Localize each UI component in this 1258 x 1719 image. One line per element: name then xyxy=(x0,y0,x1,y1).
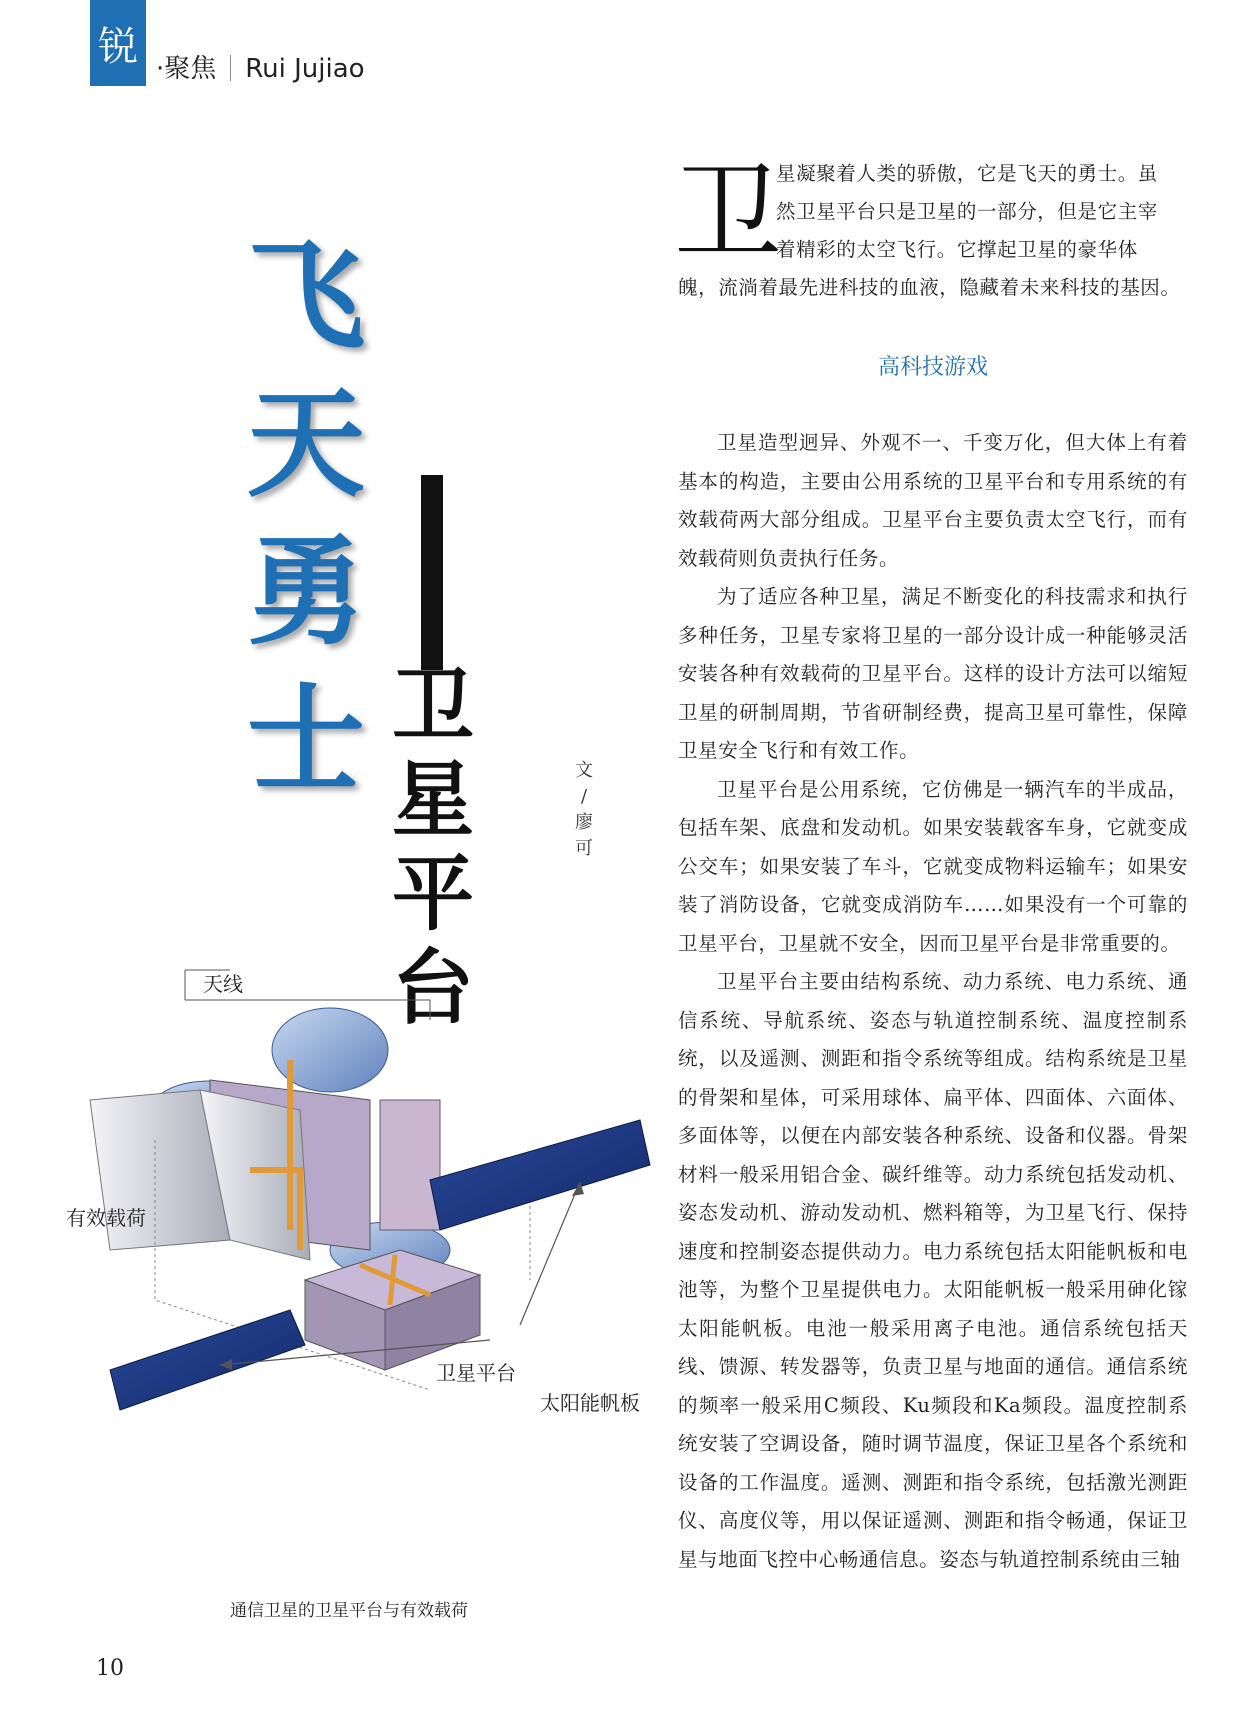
subtitle-char: 卫 xyxy=(392,659,475,754)
figure-caption: 通信卫星的卫星平台与有效载荷 xyxy=(230,1601,468,1621)
title-char: 飞 xyxy=(246,227,365,365)
title-char: 勇 xyxy=(246,523,365,661)
title-char: 天 xyxy=(246,375,365,513)
label-payload: 有效载荷 xyxy=(66,1206,146,1230)
title-dash xyxy=(421,475,443,670)
section-name: ·聚焦 xyxy=(156,54,217,84)
intro-line: 着精彩的太空飞行。它撑起卫星的豪华体 xyxy=(776,238,1138,261)
intro-line: 然卫星平台只是卫星的一部分，但是它主宰 xyxy=(776,200,1158,223)
author-char: 廖 xyxy=(575,812,593,833)
section-pinyin: Rui Jujiao xyxy=(245,54,365,84)
subtitle-char: 平 xyxy=(392,847,475,942)
solar-panel xyxy=(430,1120,650,1230)
page-number: 10 xyxy=(96,1656,124,1681)
section-header xyxy=(156,48,365,85)
body-paragraph: 卫星平台是公用系统，它仿佛是一辆汽车的半成品，包括车架、底盘和发动机。如果安装载客车身，它就变成公交车；如果安装了车斗，它就变成物料运输车；如果安装了消防设备，它就变成消防车……如果没有一个可靠的卫星平台，卫星就不安全，因而卫星平台是非常重要的。 xyxy=(678,777,1188,955)
section-char: 锐 xyxy=(98,24,138,70)
intro-line: 星凝聚着人类的骄傲，它是飞天的勇士。虽 xyxy=(776,162,1158,185)
label-solar-panel: 太阳能帆板 xyxy=(540,1391,640,1415)
article-title xyxy=(226,222,386,814)
article-body xyxy=(678,424,1188,1579)
intro-line: 魄，流淌着最先进科技的血液，隐藏着未来科技的基因。 xyxy=(678,276,1181,299)
payload-side-panel xyxy=(380,1100,440,1230)
title-char: 士 xyxy=(246,671,365,809)
subtitle-char: 星 xyxy=(392,753,475,848)
satellite-figure xyxy=(60,950,700,1540)
body-paragraph: 卫星平台主要由结构系统、动力系统、电力系统、通信系统、导航系统、姿态与轨道控制系统、温度控制系统，以及遥测、测距和指令系统等组成。结构系统是卫星的骨架和星体，可采用球体、扁平体、四面体、六面体、多面体等，以便在内部安装各种系统、设备和仪器。骨架材料一般采用铝合金、碳纤维等。动力系统包括发动机、姿态发动机、游动发动机、燃料箱等，为卫星飞行、保持速度和控制姿态提供动力。电力系统包括太阳能帆板和电池等，为整个卫星提供电力。太阳能帆板一般采用砷化镓太阳能帆板。电池一般采用离子电池。通信系统包括天线、馈源、转发器等，负责卫星与地面的通信。通信系统的频率一般采用C频段、Ku频段和Ka频段。温度控制系统安装了空调设备，随时调节温度，保证卫星各个系统和设备的工作温度。遥测、测距和指令系统，包括激光测距仪、高度仪等，用以保证遥测、测距和指令畅通，保证卫星与地面飞控中心畅通信息。姿态与轨道控制系统由三轴 xyxy=(678,970,1188,1571)
section-heading: 高科技游戏 xyxy=(877,355,988,380)
label-antenna: 天线 xyxy=(203,972,243,996)
author-credit xyxy=(572,758,596,862)
body-paragraph: 为了适应各种卫星，满足不断变化的科技需求和执行多种任务，卫星专家将卫星的一部分设计成一种能够灵活安装各种有效载荷的卫星平台。这样的设计方法可以缩短卫星的研制周期，节省研制经费，提高卫星可靠性，保障卫星安全飞行和有效工作。 xyxy=(678,585,1188,762)
solar-arrow xyxy=(520,1182,580,1325)
author-char: 文 xyxy=(575,760,593,781)
label-platform: 卫星平台 xyxy=(436,1361,516,1385)
subtitle-char: 台 xyxy=(392,941,475,1036)
author-char: 可 xyxy=(575,838,593,859)
satellite-illustration xyxy=(60,950,700,1540)
header-divider xyxy=(230,55,231,81)
author-char: / xyxy=(580,786,588,807)
body-paragraph: 卫星造型迥异、外观不一、千变万化，但大体上有着基本的构造，主要由公用系统的卫星平台和专用系统的有效载荷两大部分组成。卫星平台主要负责太空飞行，而有效载荷则负责执行任务。 xyxy=(678,431,1188,570)
drop-cap: 卫 xyxy=(674,151,783,276)
section-badge xyxy=(90,0,146,86)
